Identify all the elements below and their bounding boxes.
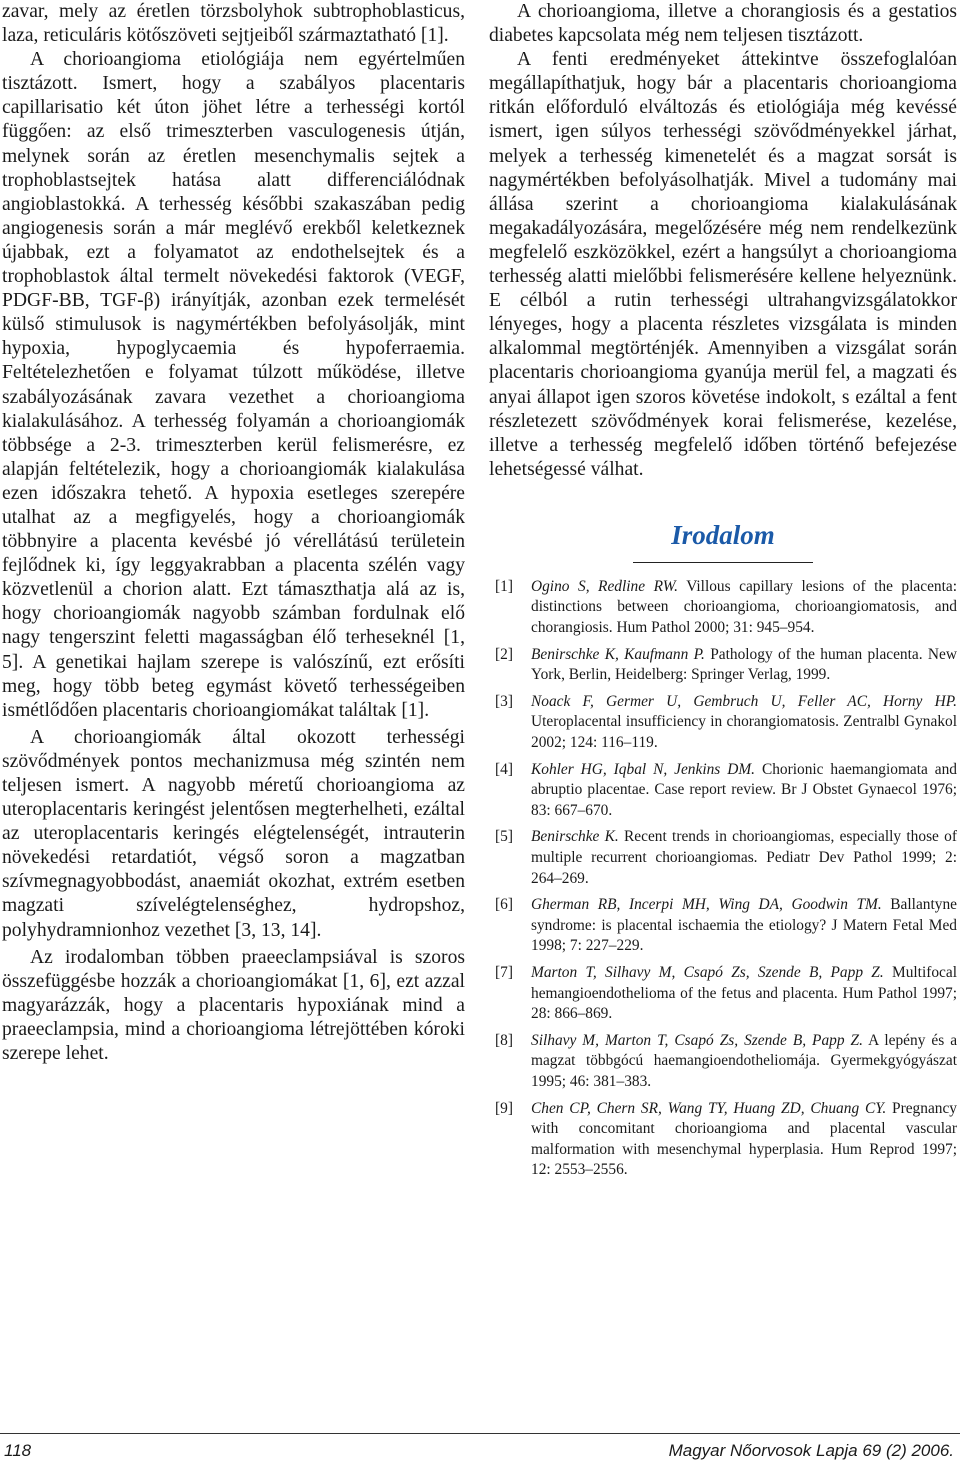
paragraph: A chorioangioma, illetve a chorangiosis és a gestatios diabetes kapcsolata még nem teljesen tisztázott. <box>489 1 957 47</box>
reference-authors: Benirschke K, Kaufmann P. <box>531 645 705 663</box>
reference-number: [6] <box>495 896 513 914</box>
reference-authors: Kohler HG, Iqbal N, Jenkins DM. <box>531 760 755 778</box>
reference-text: Chorionic haemangiomata and abruptio placentae. Case report review. Br J Obstet Gynaecol 1976; 83: 667–670. <box>531 760 957 819</box>
reference-item <box>489 1099 957 1181</box>
reference-text: A lepény és a magzat többgócú haemangioendotheliomája. Gyermekgyógyászat 1995; 46: 381–383. <box>531 1031 958 1090</box>
reference-number: [5] <box>495 828 513 846</box>
reference-item <box>489 692 957 754</box>
reference-item <box>489 577 957 639</box>
reference-number: [1] <box>495 577 513 595</box>
reference-number: [4] <box>495 760 513 778</box>
references-list <box>489 577 957 1181</box>
footer-divider <box>0 1433 960 1434</box>
reference-item <box>489 645 957 686</box>
reference-text: Uteroplacental insufficiency in chorangiomatosis. Zentralbl Gynakol 2002; 124: 116–119. <box>531 713 957 752</box>
references-heading: Irodalom <box>671 519 775 550</box>
paragraph: A chorioangioma etiológiája nem egyértelműen tisztázott. Ismert, hogy a szabályos placentaris capillarisatio két úton jöhet létre a terhességi kortól függően: az első trimeszterben vasculogenesis útján, melynek során az éretlen mesenchymalis sejtek a trophoblastsejtek hatása alatt differenciálódnak angioblastokká. A terhesség későbbi szakaszában pedig angiogenesis során a már meglévő erekből keletkeznek újabbak, ezt a folyamatot az endothelsejtek és a trophoblastok által termelt növekedési faktorok (VEGF, PDGF-BB, TGF-β) irányítják, azonban ezek termelését külső stimulusok is nagymértékben befolyásolják, mint hypoxia, hypoglycaemia és hypoferraemia. Feltételezhetően e folyamat túlzott működése, illetve szabályozásának zavara vezethet a chorioangioma kialakulásához. A terhesség folyamán a chorioangiomák többsége a 2-3. trimeszterben kerül felismerésre, ez alapján feltételezik, hogy a chorioangiomák kialakulása ezen időszakra tehető. A hypoxia esetleges szerepére utalhat az a megfigyelés, hogy a chorioangiomák többnyire a placenta kevésbé jó vérellátású területein fejlődnek ki, így leggyakrabban a placenta szélén vagy közvetlenül a chorion alatt. Ezt támaszthatja alá az is, hogy chorioangiomák nagyobb számban fordulnak elő nagy tengerszint feletti magasságban élő terheseknél [1, 5]. A genetikai hajlam szerepe is valószínű, ezt erősíti meg, hogy több beteg egymást követő terhességeiben ismétlődően placentaris chorioangiomákat találtak [1]. <box>2 49 465 721</box>
reference-text: Pathology of the human placenta. New York, Berlin, Heidelberg: Springer Verlag, 1999. <box>531 645 957 684</box>
reference-item <box>489 963 957 1025</box>
reference-text: Recent trends in chorioangiomas, especially those of multiple recurrent chorioangiomas. Pediatr Dev Pathol 1999; 2: 264–269. <box>531 828 957 887</box>
reference-authors: Gherman RB, Incerpi MH, Wing DA, Goodwin TM. <box>531 896 882 914</box>
reference-text: Pregnancy with concomitant chorioangioma and placental vascular malformation with mesenchymal hyperplasia. Hum Reprod 1997; 12: 2553–2556. <box>531 1099 957 1179</box>
paragraph: A fenti eredményeket áttekintve összefoglalóan megállapíthatjuk, hogy bár a placentaris chorioangioma ritkán előforduló elváltozás és etiológiája még kevéssé ismert, igen súlyos terhességi szövődményekkel járhat, melyek a terhesség kimenetelét és a magzat sorsát is nagymértékben befolyásolhatják. Mivel a tudomány mai állása szerint a chorioangioma kialakulásának megakadályozására, megelőzésére még nem rendelkezünk megfelelő eszközökkel, ezért a hangsúlyt a chorioangioma terhesség alatti mielőbbi felismerésére kellene helyeznünk. E célból a rutin terhességi ultrahangvizsgálatokkor lényeges, hogy a placenta részletes vizsgálata is minden alkalommal megtörténjék. Amennyiben a vizsgálat során placentaris chorioangioma gyanúja merül fel, a magzati és anyai állapot igen szoros követése indokolt, s ezáltal a fent részletezett szövődmények korai felismerése, kezelése, illetve a terhesség megfelelő időben történő befejezése lehetségessé válhat. <box>489 49 957 480</box>
reference-text: Villous capillary lesions of the placenta: distinctions between chorioangioma, chorioangiomatosis, and chorangiosis. Hum Pathol 2000; 31: 945–954. <box>531 577 957 637</box>
paragraph: zavar, mely az éretlen törzsbolyhok subtrophoblasticus, laza, reticuláris kötőszöveti sejtjeiből származtatható [1]. <box>2 1 465 47</box>
reference-item <box>489 895 957 957</box>
left-column <box>2 0 465 1066</box>
paragraph: A chorioangiomák által okozott terhességi szövődmények pontos mechanizmusa még szintén nem teljesen ismert. A nagyobb méretű chorioangioma az uteroplacentaris keringést jelentősen megterhelheti, ezáltal az uteroplacentaris keringés elégtelenségét, intrauterin növekedési retardatiót, végső soron a magzatban szívmegnagyobbodást, anaemiát okozhat, extrém esetben magzati szívelégtelenséghez, hydropshoz, polyhydramnionhoz vezethet [3, 13, 14]. <box>2 726 465 941</box>
reference-authors: Noack F, Germer U, Gembruch U, Feller AC, Horny HP. <box>531 692 957 710</box>
reference-number: [7] <box>495 963 513 981</box>
reference-item <box>489 827 957 889</box>
reference-text: Multifocal hemangioendothelioma of the fetus and placenta. Hum Pathol 1997; 28: 866–869. <box>531 963 957 1023</box>
reference-authors: Marton T, Silhavy M, Csapó Zs, Szende B, Papp Z. <box>531 963 884 981</box>
paragraph: Az irodalomban többen praeeclampsiával is szoros összefüggésbe hozzák a chorioangiomákat [1, 6], ezt azzal magyarázzák, hogy a placentaris hypoxiának mind a praeeclampsia, mind a chorioangioma létrejöttében kóroki szerepe lehet. <box>2 946 465 1065</box>
reference-number: [2] <box>495 645 513 663</box>
reference-number: [3] <box>495 692 513 710</box>
right-column <box>489 0 957 1187</box>
reference-item <box>489 1031 957 1093</box>
reference-authors: Chen CP, Chern SR, Wang TY, Huang ZD, Chuang CY. <box>531 1099 887 1117</box>
reference-authors: Ogino S, Redline RW. <box>531 577 678 595</box>
reference-number: [9] <box>495 1099 513 1117</box>
journal-citation: Magyar Nőorvosok Lapja 69 (2) 2006. <box>668 1441 954 1460</box>
reference-item <box>489 760 957 822</box>
reference-text: Ballantyne syndrome: is placental ischaemia the etiology? J Matern Fetal Med 1998; 7: 227–229. <box>531 896 957 955</box>
reference-authors: Benirschke K. <box>531 828 619 846</box>
heading-divider <box>633 562 813 563</box>
reference-authors: Silhavy M, Marton T, Csapó Zs, Szende B, Papp Z. <box>531 1031 863 1049</box>
page-number: 118 <box>4 1441 32 1460</box>
reference-number: [8] <box>495 1031 513 1049</box>
